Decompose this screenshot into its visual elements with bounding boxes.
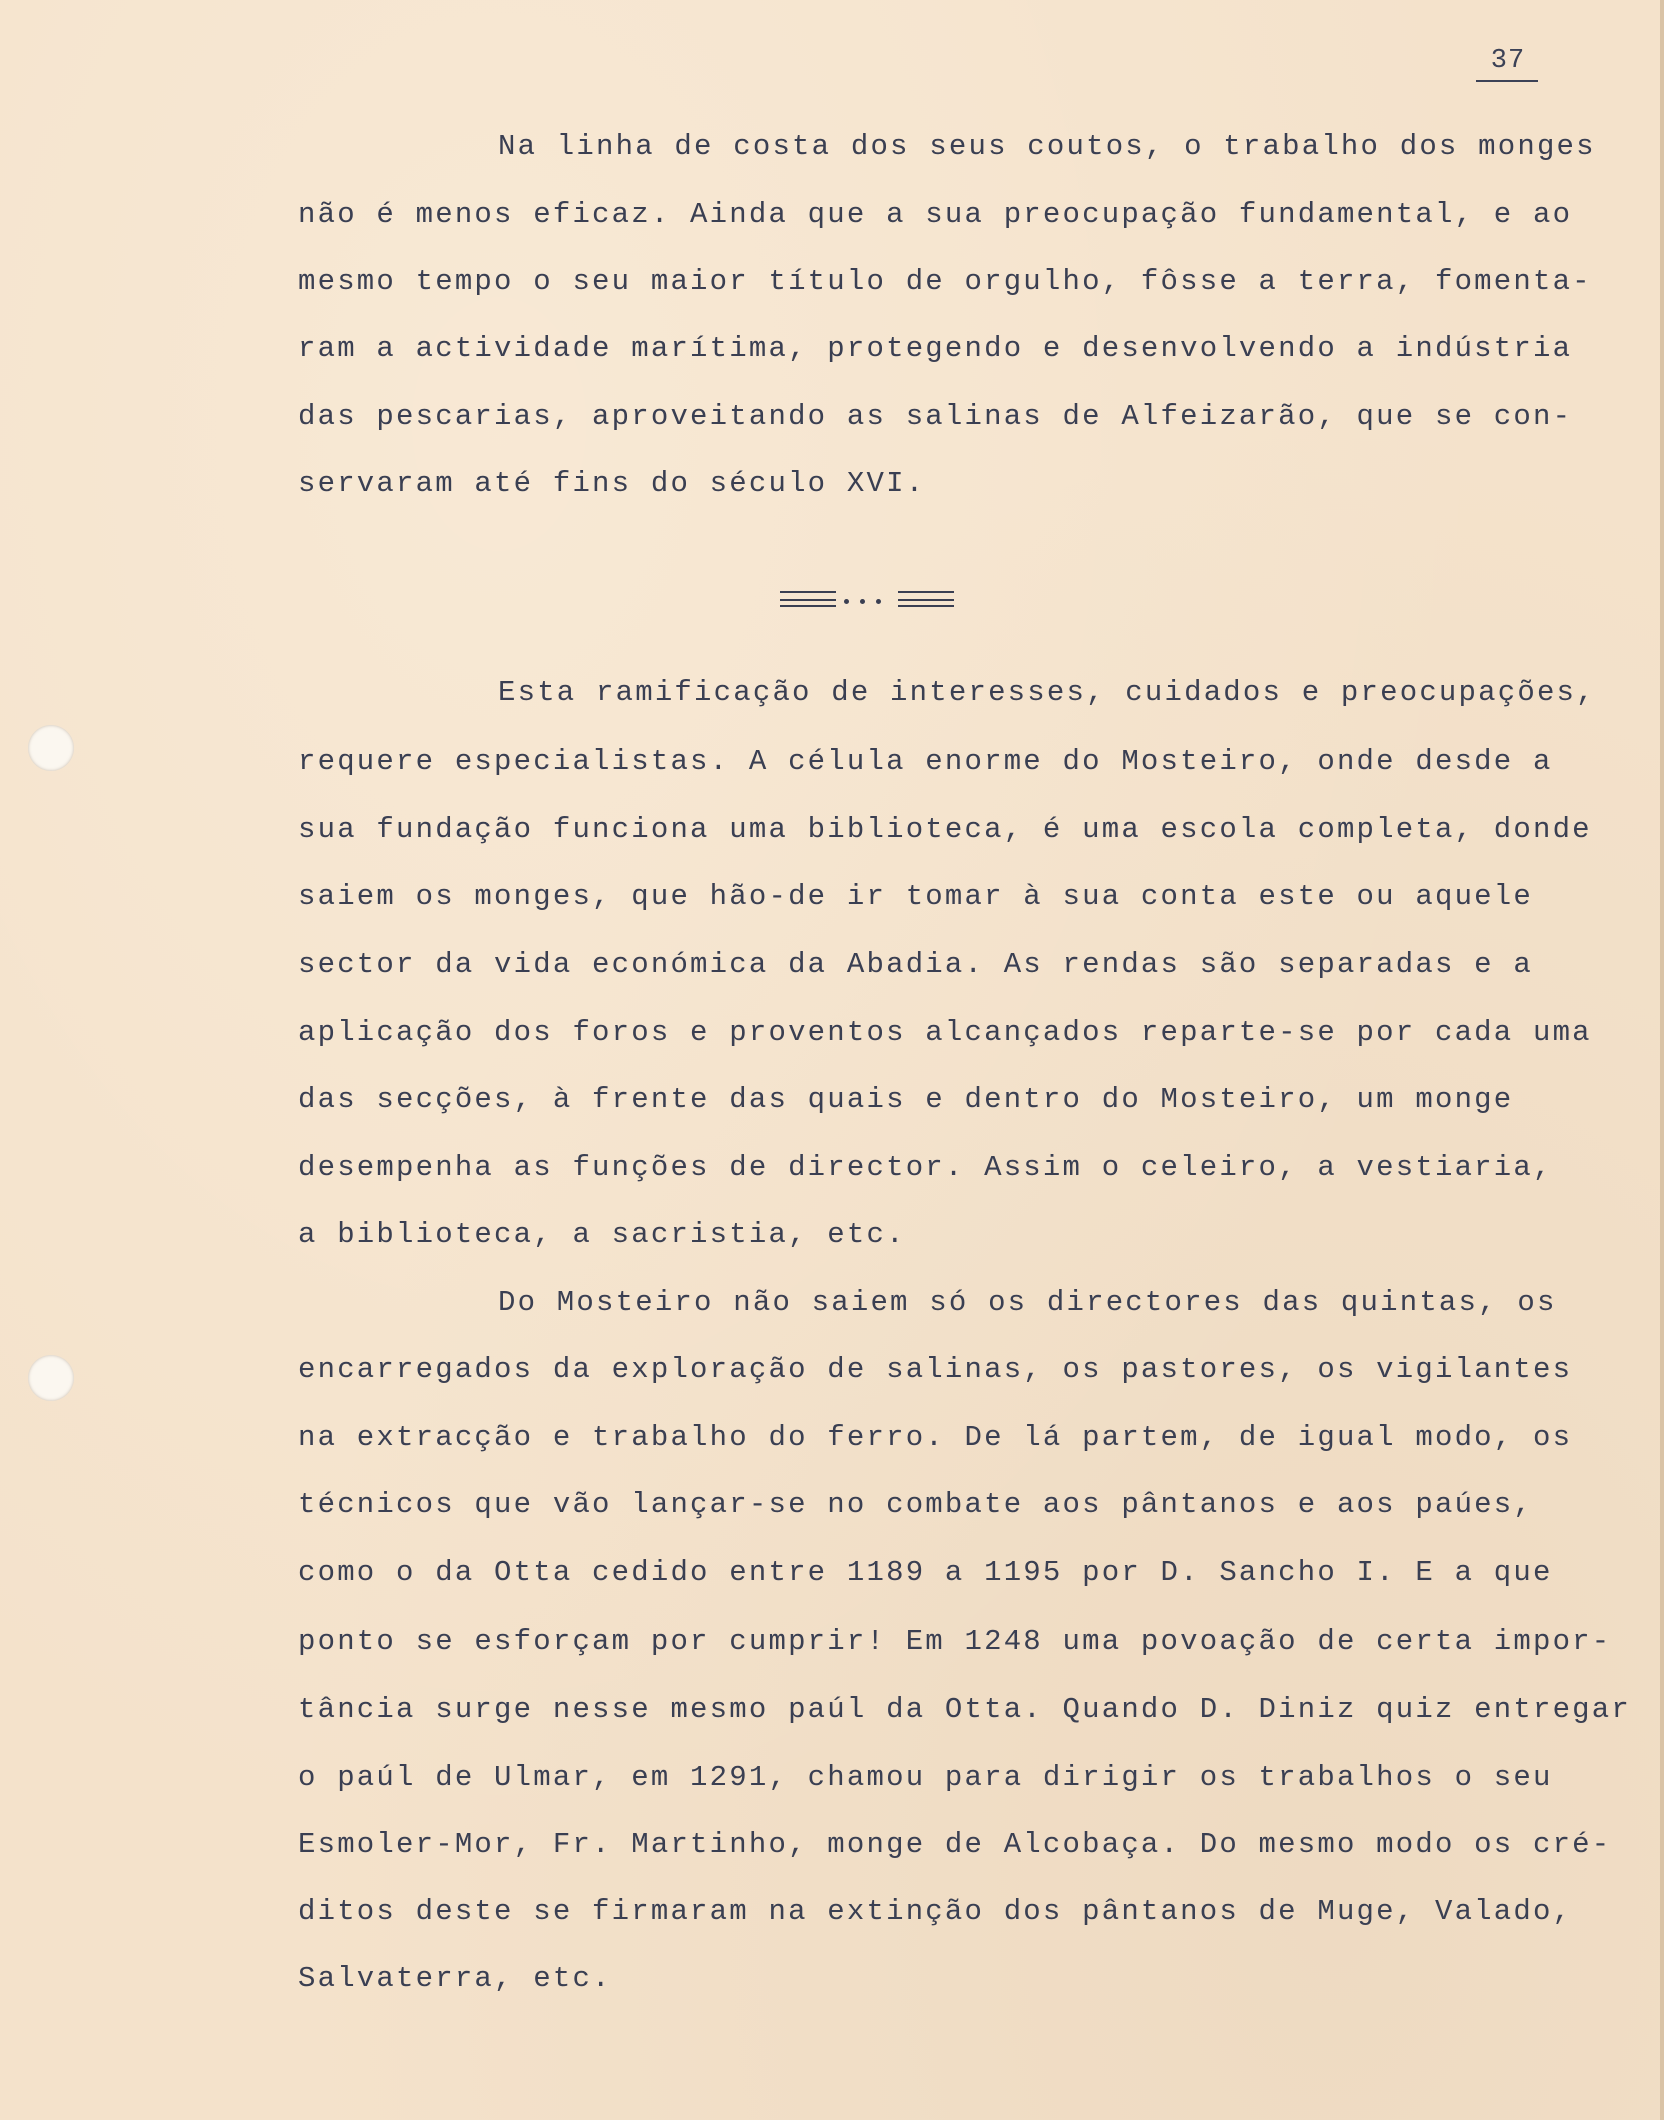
- paragraph-2-line-3: sua fundação funciona uma biblioteca, é uma escola completa, donde: [298, 813, 1592, 846]
- page-number-underline: [1476, 80, 1538, 82]
- section-divider: [780, 585, 960, 609]
- paragraph-2-line-8: desempenha as funções de director. Assim o celeiro, a vestiaria,: [298, 1151, 1553, 1184]
- paragraph-2-line-1: Esta ramificação de interesses, cuidados e preocupações,: [498, 676, 1596, 709]
- paragraph-3-line-10: ditos deste se firmaram na extinção dos pântanos de Muge, Valado,: [298, 1895, 1573, 1928]
- paragraph-3-line-9: Esmoler-Mor, Fr. Martinho, monge de Alcobaça. Do mesmo modo os cré-: [298, 1828, 1612, 1861]
- paragraph-3-line-1: Do Mosteiro não saiem só os directores das quintas, os: [498, 1286, 1557, 1319]
- paragraph-3-line-2: encarregados da exploração de salinas, os pastores, os vigilantes: [298, 1353, 1573, 1386]
- paragraph-2-line-4: saiem os monges, que hão-de ir tomar à sua conta este ou aquele: [298, 880, 1533, 913]
- paragraph-3-line-8: o paúl de Ulmar, em 1291, chamou para dirigir os trabalhos o seu: [298, 1761, 1553, 1794]
- paragraph-1-line-3: mesmo tempo o seu maior título de orgulho, fôsse a terra, fomenta-: [298, 265, 1592, 298]
- paragraph-1-line-1: Na linha de costa dos seus coutos, o trabalho dos monges: [498, 130, 1596, 163]
- paragraph-1-line-2: não é menos eficaz. Ainda que a sua preocupação fundamental, e ao: [298, 198, 1573, 231]
- paragraph-3-line-11: Salvaterra, etc.: [298, 1962, 612, 1995]
- paragraph-1-line-6: servaram até fins do século XVI.: [298, 467, 926, 500]
- paragraph-3-line-7: tância surge nesse mesmo paúl da Otta. Quando D. Diniz quiz entregar: [298, 1693, 1631, 1726]
- paragraph-2-line-9: a biblioteca, a sacristia, etc.: [298, 1218, 906, 1251]
- paragraph-2-line-7: das secções, à frente das quais e dentro do Mosteiro, um monge: [298, 1083, 1514, 1116]
- paragraph-1-line-5: das pescarias, aproveitando as salinas de Alfeizarão, que se con-: [298, 400, 1573, 433]
- paragraph-2-line-2: requere especialistas. A célula enorme do Mosteiro, onde desde a: [298, 745, 1553, 778]
- paragraph-3-line-3: na extracção e trabalho do ferro. De lá partem, de igual modo, os: [298, 1421, 1573, 1454]
- paragraph-3-line-6: ponto se esforçam por cumprir! Em 1248 uma povoação de certa impor-: [298, 1625, 1612, 1658]
- punch-hole-top: [28, 725, 74, 771]
- punch-hole-bottom: [28, 1355, 74, 1401]
- paragraph-1-line-4: ram a actividade marítima, protegendo e desenvolvendo a indústria: [298, 332, 1573, 365]
- paragraph-3-line-4: técnicos que vão lançar-se no combate aos pântanos e aos paúes,: [298, 1488, 1533, 1521]
- paragraph-2-line-6: aplicação dos foros e proventos alcançados reparte-se por cada uma: [298, 1016, 1592, 1049]
- page-number: 37: [1490, 46, 1526, 76]
- paragraph-3-line-5: como o da Otta cedido entre 1189 a 1195 por D. Sancho I. E a que: [298, 1556, 1553, 1589]
- paragraph-2-line-5: sector da vida económica da Abadia. As rendas são separadas e a: [298, 948, 1533, 981]
- page-edge: [1660, 0, 1664, 2120]
